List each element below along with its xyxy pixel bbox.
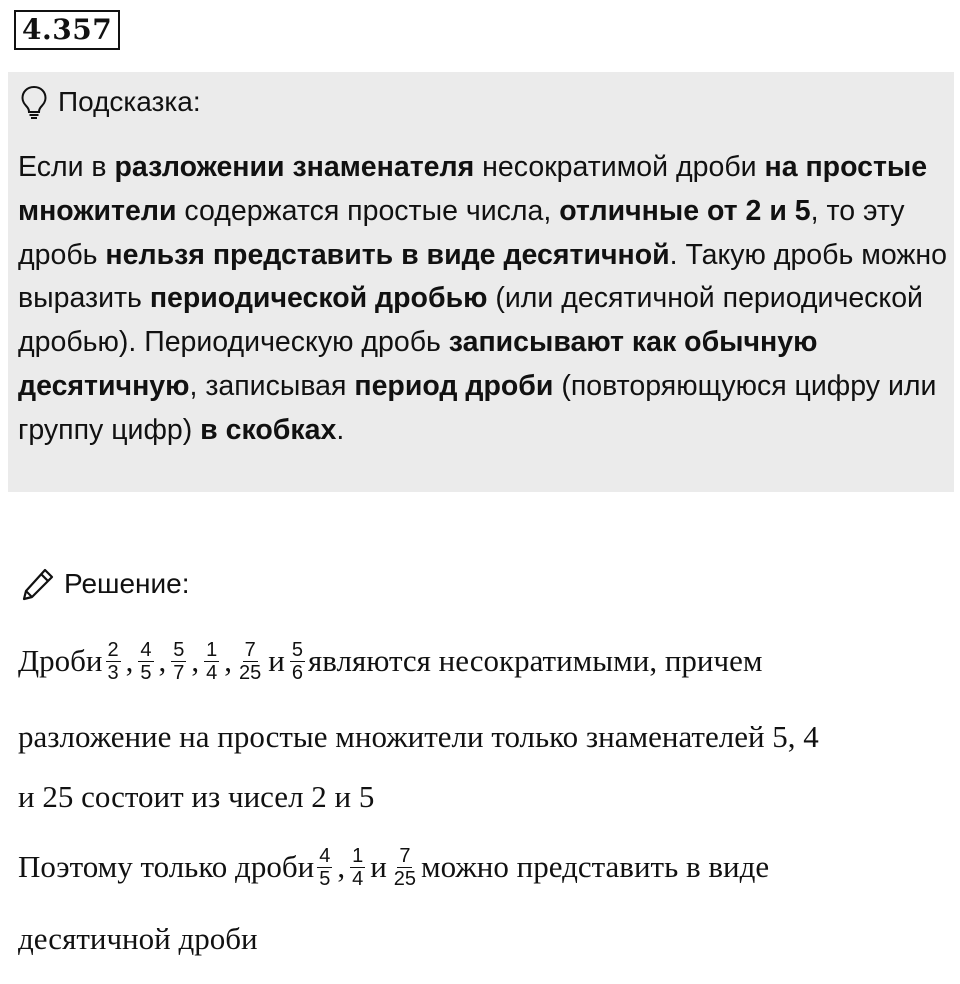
hint-text bbox=[18, 146, 948, 453]
hint-header bbox=[20, 84, 201, 120]
hint-run: , то эту дробь bbox=[18, 194, 905, 271]
lead-text: Дроби bbox=[18, 643, 103, 678]
fraction-denominator: 4 bbox=[206, 661, 218, 684]
fraction-denominator: 5 bbox=[319, 867, 331, 890]
solution-line-2-text: разложение на простые множители только знаменателей 5, 4 bbox=[18, 719, 819, 754]
solution-line-1 bbox=[18, 636, 762, 686]
hint-emphasis: отличные от 2 и 5 bbox=[559, 194, 811, 227]
fraction-denominator: 6 bbox=[291, 661, 303, 684]
fraction-numerator: 1 bbox=[206, 638, 218, 661]
hint-emphasis: разложении знаменателя bbox=[114, 151, 475, 183]
fraction-numerator: 4 bbox=[319, 844, 331, 867]
hint-run: . Такую дробь можно выразить bbox=[18, 238, 948, 315]
hint-emphasis: нельзя представить в виде десятичной bbox=[105, 238, 670, 271]
fraction bbox=[317, 845, 332, 890]
task-number: 4.357 bbox=[14, 10, 120, 50]
hint-run: , записывая bbox=[189, 369, 355, 402]
tail-text: можно представить в виде bbox=[421, 849, 770, 884]
fraction bbox=[237, 639, 263, 684]
hint-title: Подсказка: bbox=[58, 86, 201, 117]
hint-emphasis: записывают как обычную десятичную bbox=[18, 326, 818, 402]
fraction bbox=[350, 845, 365, 890]
hint-emphasis: на простые множители bbox=[18, 151, 928, 227]
lead-text: Поэтому только дроби bbox=[18, 849, 315, 884]
fraction-numerator: 4 bbox=[140, 638, 152, 661]
hint-emphasis: в скобках bbox=[200, 413, 337, 446]
and-word: и bbox=[268, 643, 285, 678]
hint-run: Если в bbox=[18, 151, 115, 183]
hint-run: (или десятичной периодической дробью). Периодическую дробь bbox=[18, 282, 923, 359]
fraction bbox=[138, 639, 153, 684]
and-word: и bbox=[370, 849, 387, 884]
hint-emphasis: периодической дробью bbox=[149, 282, 488, 315]
fraction-denominator: 25 bbox=[393, 867, 417, 890]
solution-line-3 bbox=[18, 772, 374, 822]
comma: , bbox=[125, 643, 134, 678]
solution-line-3-text: и 25 состоит из чисел 2 и 5 bbox=[18, 779, 375, 814]
comma: , bbox=[158, 643, 167, 678]
comma: , bbox=[224, 643, 233, 678]
fraction bbox=[204, 639, 219, 684]
hint-box bbox=[8, 72, 954, 492]
fraction-numerator: 5 bbox=[291, 638, 303, 661]
hint-run: (повторяющуюся цифру или группу цифр) bbox=[18, 369, 937, 446]
hint-run: содержатся простые числа, bbox=[176, 194, 560, 227]
fraction-denominator: 5 bbox=[140, 661, 152, 684]
solution-title: Решение: bbox=[64, 568, 190, 599]
solution-line-2 bbox=[18, 712, 819, 762]
hint-emphasis: период дроби bbox=[354, 369, 554, 402]
fraction-denominator: 3 bbox=[107, 661, 119, 684]
solution-line-4 bbox=[18, 842, 769, 892]
fraction-numerator: 7 bbox=[399, 844, 411, 867]
solution-line-5-text: десятичной дроби bbox=[18, 921, 258, 956]
fraction bbox=[171, 639, 186, 684]
solution-header bbox=[20, 564, 190, 604]
fraction-numerator: 7 bbox=[244, 638, 256, 661]
lightbulb-icon bbox=[20, 85, 48, 119]
fraction-numerator: 1 bbox=[352, 844, 364, 867]
hint-run: . bbox=[336, 413, 345, 446]
fraction bbox=[290, 639, 305, 684]
tail-text: являются несократимыми, причем bbox=[307, 643, 763, 678]
fraction-denominator: 4 bbox=[352, 867, 364, 890]
fraction-denominator: 7 bbox=[173, 661, 185, 684]
fraction-numerator: 5 bbox=[173, 638, 185, 661]
comma: , bbox=[191, 643, 200, 678]
fraction bbox=[106, 639, 121, 684]
fraction-numerator: 2 bbox=[107, 638, 119, 661]
fraction-denominator: 25 bbox=[239, 661, 262, 684]
hint-run: несократимой дроби bbox=[474, 151, 765, 183]
pencil-icon bbox=[20, 566, 56, 602]
comma: , bbox=[337, 849, 346, 884]
solution-line-5 bbox=[18, 914, 258, 964]
fraction bbox=[392, 845, 418, 890]
